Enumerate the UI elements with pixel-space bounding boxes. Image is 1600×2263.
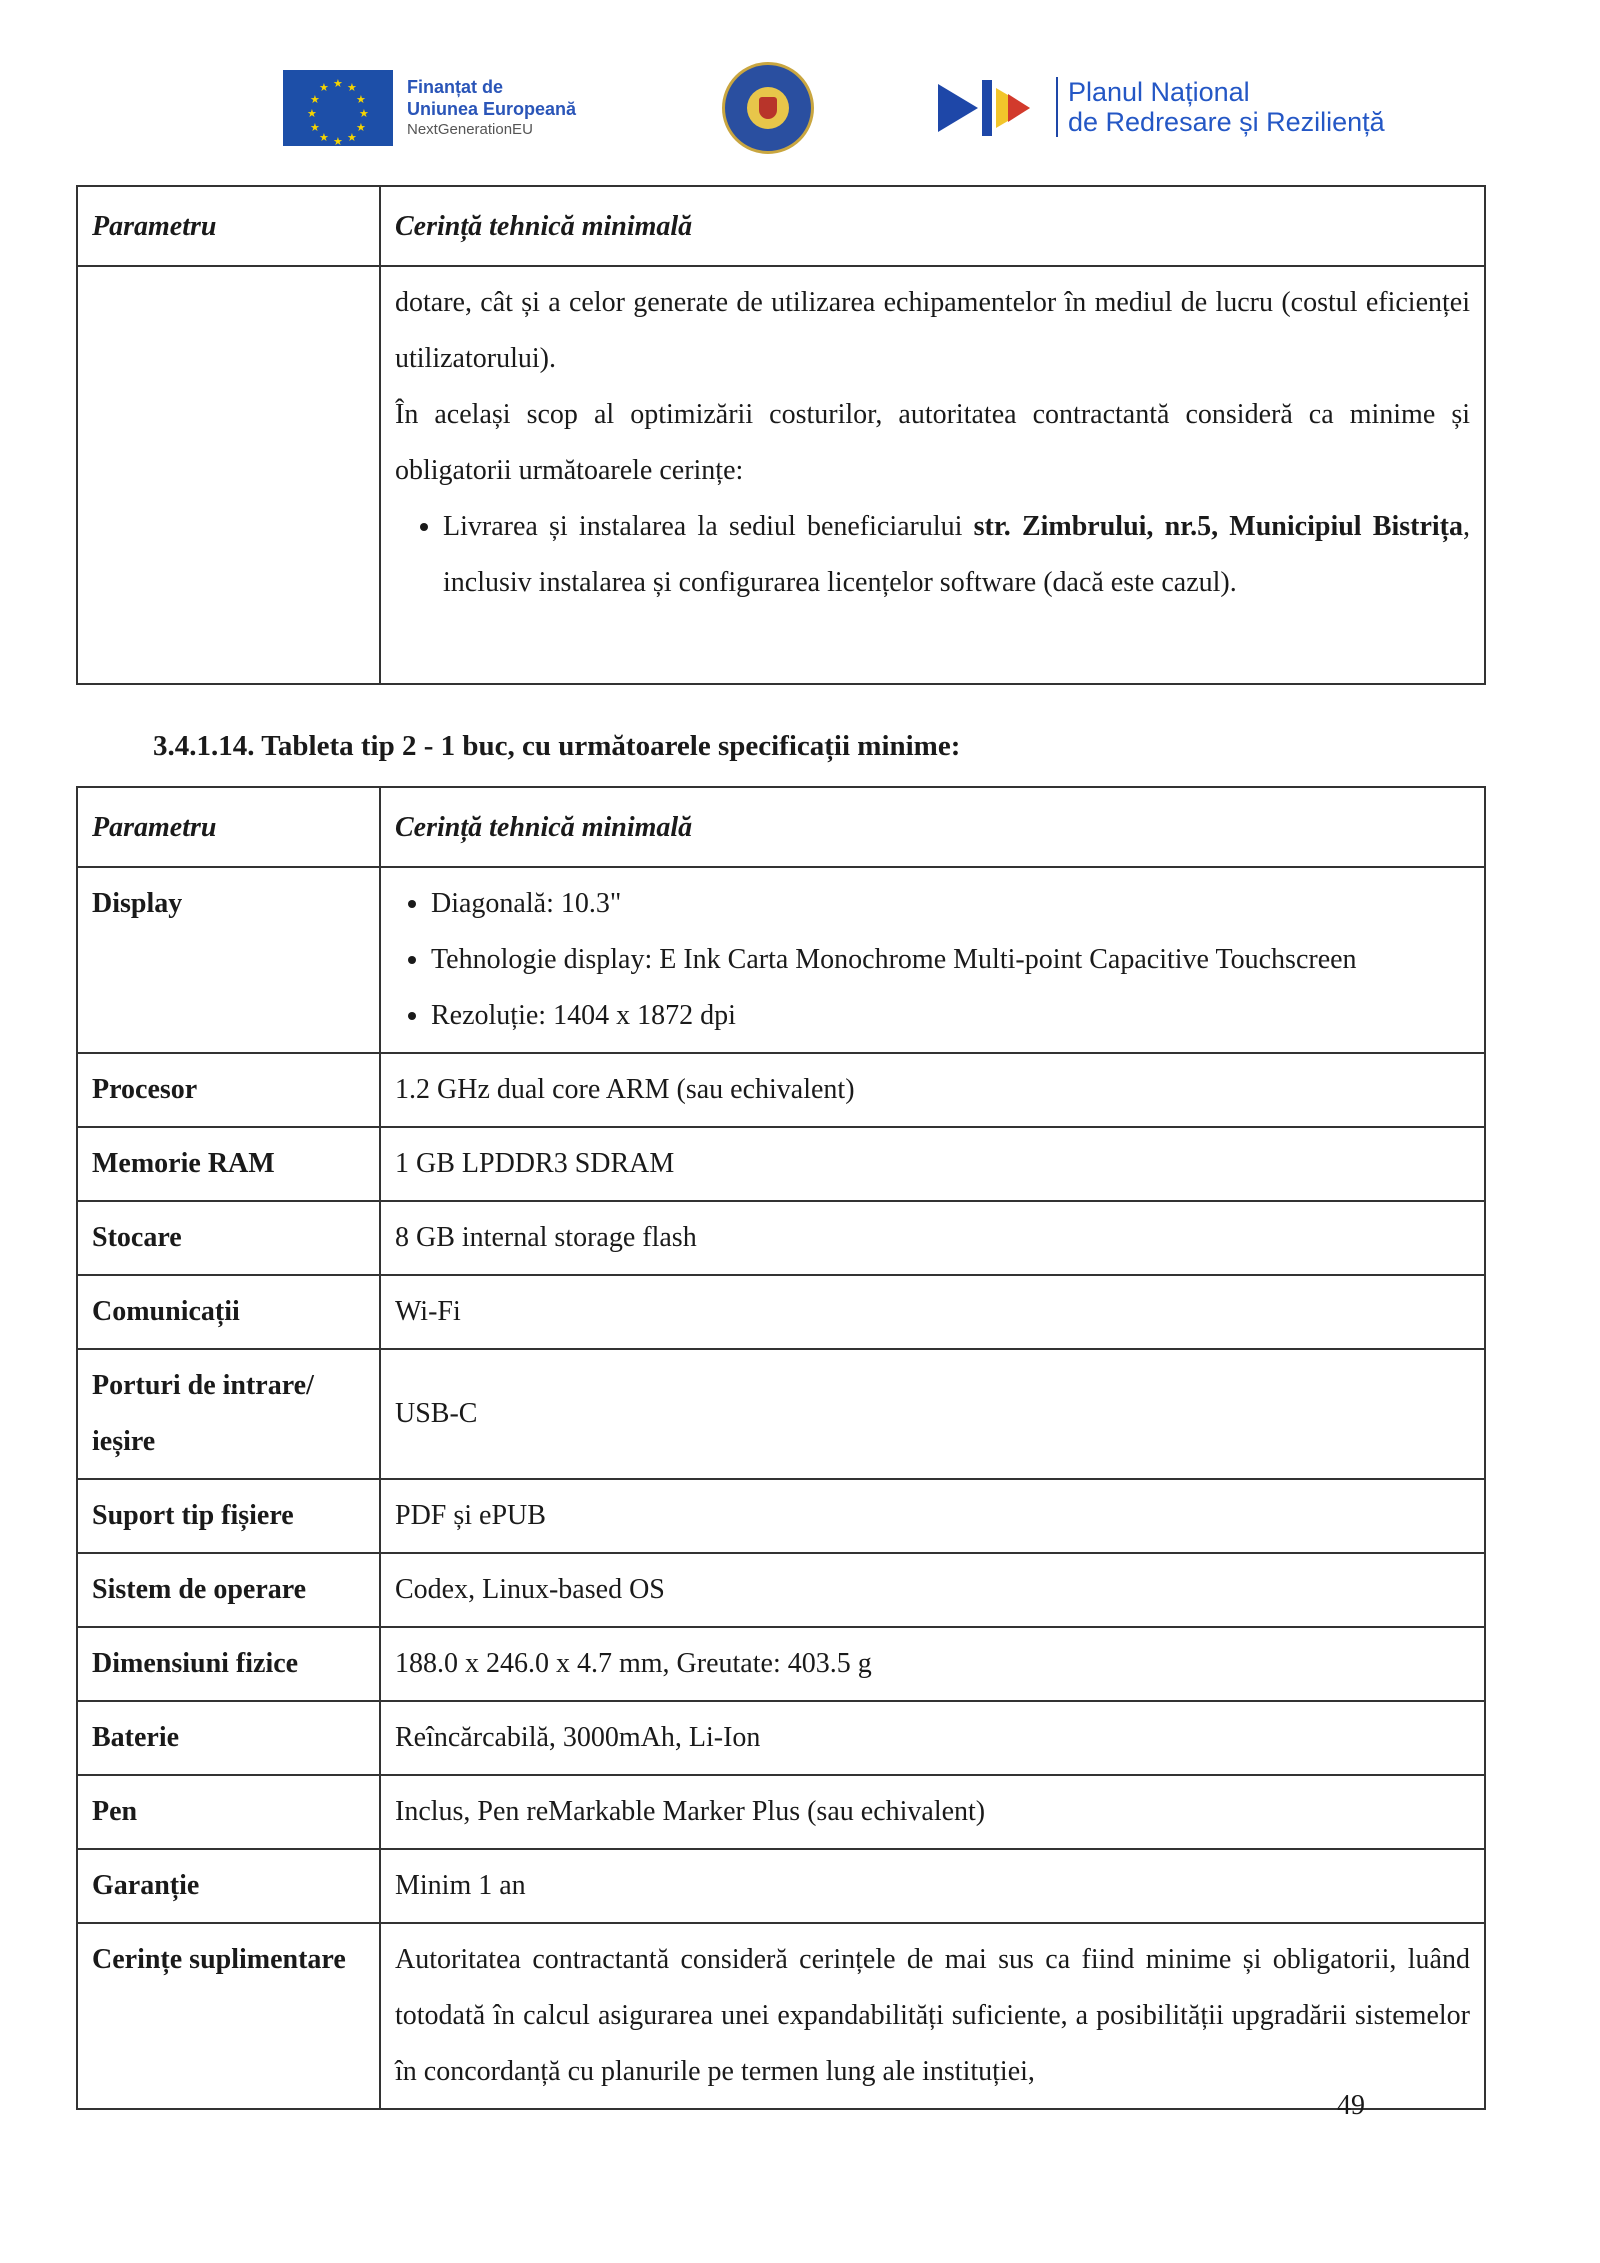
param-value: 1.2 GHz dual core ARM (sau echivalent) <box>380 1053 1485 1127</box>
param-value: Minim 1 an <box>380 1849 1485 1923</box>
param-extra-requirements: Cerințe suplimentare <box>77 1923 380 2109</box>
pnrr-line-2: de Redresare și Reziliență <box>1068 107 1385 137</box>
list-item: • Diagonală: 10.3" <box>431 876 1470 932</box>
param-name: Procesor <box>77 1053 380 1127</box>
eu-flag-icon: ★ ★ ★ ★ ★ ★ ★ ★ ★ ★ ★ ★ <box>283 70 393 146</box>
param-name: Pen <box>77 1775 380 1849</box>
table-header-row <box>77 186 1485 266</box>
table-row <box>77 867 1485 1053</box>
list-item: • Rezoluție: 1404 x 1872 dpi <box>431 988 1470 1044</box>
page-number: 49 <box>1337 2090 1365 2121</box>
paragraph-mandatory: În același scop al optimizării costurilor, autoritatea contractantă consideră ca minime și obligatorii următoarele cerințe: <box>395 399 1470 486</box>
param-value: Wi-Fi <box>380 1275 1485 1349</box>
eu-line-3: NextGenerationEU <box>407 121 533 138</box>
table-row <box>77 1275 1485 1349</box>
param-name: Dimensiuni fizice <box>77 1627 380 1701</box>
pnrr-arrow-icon <box>938 72 1048 142</box>
table-header-row <box>77 787 1485 867</box>
param-value: Inclus, Pen reMarkable Marker Plus (sau echivalent) <box>380 1775 1485 1849</box>
param-name: Stocare <box>77 1201 380 1275</box>
extra-requirements-text: Autoritatea contractantă consideră cerințele de mai sus ca fiind minime și obligatorii, luând totodată în calcul asigurarea unei expandabilități suficiente, a posibilității upgradării sistemelor în concordanță cu planurile pe termen lung ale instituției, <box>380 1923 1485 2109</box>
table-row <box>77 1553 1485 1627</box>
romanian-government-seal-icon <box>722 62 814 154</box>
param-value: 188.0 x 246.0 x 4.7 mm, Greutate: 403.5 g <box>380 1627 1485 1701</box>
requirements-table-continued <box>76 185 1486 685</box>
list-item: • Livrarea și instalarea la sediul beneficiarului str. Zimbrului, nr.5, Municipiul Bistrița, inclusiv instalarea și configurarea licențelor software (dacă este cazul). <box>443 499 1470 611</box>
table-row <box>77 1775 1485 1849</box>
param-value: 8 GB internal storage flash <box>380 1201 1485 1275</box>
param-value: PDF și ePUB <box>380 1479 1485 1553</box>
param-name: Suport tip fișiere <box>77 1479 380 1553</box>
param-name: Baterie <box>77 1701 380 1775</box>
table-row <box>77 1701 1485 1775</box>
display-list <box>395 876 1470 1044</box>
table-row <box>77 1201 1485 1275</box>
param-name: Comunicații <box>77 1275 380 1349</box>
table-row <box>77 1127 1485 1201</box>
table-row <box>77 1053 1485 1127</box>
param-name: Garanție <box>77 1849 380 1923</box>
param-value: USB-C <box>380 1349 1485 1479</box>
column-header-parameter: Parametru <box>77 787 380 867</box>
param-name: Porturi de intrare/ ieșire <box>77 1349 380 1479</box>
table-row <box>77 1627 1485 1701</box>
column-header-requirement: Cerință tehnică minimală <box>380 787 1485 867</box>
section-heading: 3.4.1.14. Tableta tip 2 - 1 buc, cu următoarele specificații minime: <box>153 730 961 762</box>
param-value: Reîncărcabilă, 3000mAh, Li-Ion <box>380 1701 1485 1775</box>
list-item: • Tehnologie display: E Ink Carta Monochrome Multi-point Capacitive Touchscreen <box>431 932 1470 988</box>
param-name: Sistem de operare <box>77 1553 380 1627</box>
eu-line-2: Uniunea Europeană <box>407 99 577 119</box>
column-header-parameter: Parametru <box>77 186 380 266</box>
table-row <box>77 1923 1485 2109</box>
param-name: Memorie RAM <box>77 1127 380 1201</box>
column-header-requirement: Cerință tehnică minimală <box>380 186 1485 266</box>
delivery-address: str. Zimbrului, nr.5, Municipiul Bistrița <box>973 511 1463 542</box>
tablet-spec-table <box>76 786 1486 2110</box>
eu-funding-logo <box>283 70 576 146</box>
page-header <box>0 60 1600 160</box>
empty-parameter-cell <box>77 266 380 684</box>
delivery-list <box>395 499 1470 611</box>
eu-line-1: Finanțat de <box>407 77 504 97</box>
paragraph-cost: dotare, cât și a celor generate de utilizarea echipamentelor în mediul de lucru (costul eficienței utilizatorului). <box>395 287 1470 374</box>
param-value: 1 GB LPDDR3 SDRAM <box>380 1127 1485 1201</box>
table-row <box>77 1849 1485 1923</box>
pnrr-logo <box>938 72 1385 142</box>
pnrr-line-1: Planul Național <box>1068 77 1250 107</box>
param-display: Display <box>77 867 380 1053</box>
table-row <box>77 266 1485 684</box>
table-row <box>77 1479 1485 1553</box>
param-value: Codex, Linux-based OS <box>380 1553 1485 1627</box>
table-row <box>77 1349 1485 1479</box>
